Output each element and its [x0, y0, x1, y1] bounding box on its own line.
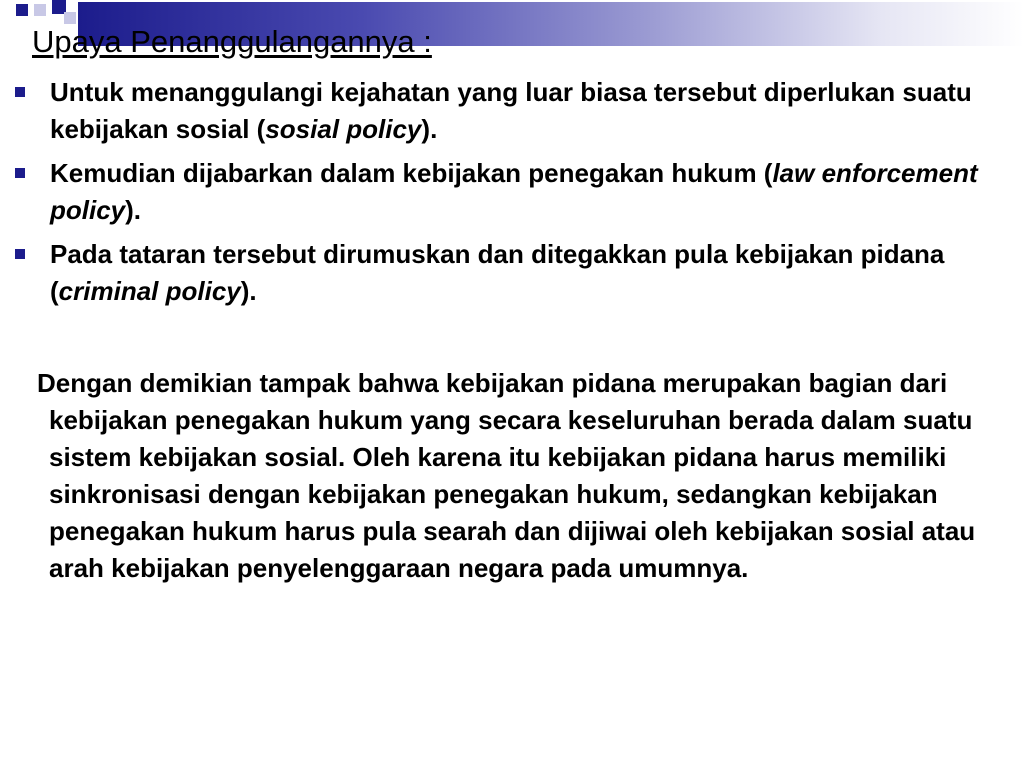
square-bullet-icon: [15, 168, 25, 178]
bullet-text-part: Pada tataran tersebut dirumuskan dan ditegakkan pula kebijakan pidana (: [50, 239, 945, 306]
bullet-list: [0, 74, 990, 317]
square-bullet-icon: [15, 87, 25, 97]
bullet-italic-term: law enforcement policy: [50, 158, 978, 225]
slide-title: Upaya Penanggulangannya :: [32, 24, 432, 59]
bullet-text-part: ).: [421, 114, 438, 144]
bullet-item: [0, 74, 990, 148]
bullet-text-part: ).: [125, 195, 142, 225]
bullet-item: [0, 236, 990, 310]
decor-square: [16, 4, 28, 16]
bullet-text: [50, 239, 944, 306]
bullet-text: [50, 158, 978, 225]
bullet-text-part: ).: [240, 276, 257, 306]
summary-paragraph: Dengan demikian tampak bahwa kebijakan pidana merupakan bagian dari kebijakan penegakan hukum yang secara keseluruhan berada dalam suatu sistem kebijakan sosial. Oleh karena itu kebijakan pidana harus memiliki sinkronisasi dengan kebijakan penegakan hukum, sedangkan kebijakan penegakan hukum harus pula searah dan dijiwai oleh kebijakan sosial atau arah kebijakan penyelenggaraan negara pada umumnya.: [37, 368, 976, 583]
bullet-text-part: Untuk menanggulangi kejahatan yang luar biasa tersebut diperlukan suatu kebijakan sosial (: [50, 77, 972, 144]
bullet-text-part: Kemudian dijabarkan dalam kebijakan penegakan hukum (: [50, 158, 773, 188]
bullet-text: [50, 77, 972, 144]
bullet-item: [0, 155, 990, 229]
decor-square: [34, 4, 46, 16]
square-bullet-icon: [15, 249, 25, 259]
bullet-italic-term: sosial policy: [265, 114, 422, 144]
bullet-italic-term: criminal policy: [58, 276, 241, 306]
